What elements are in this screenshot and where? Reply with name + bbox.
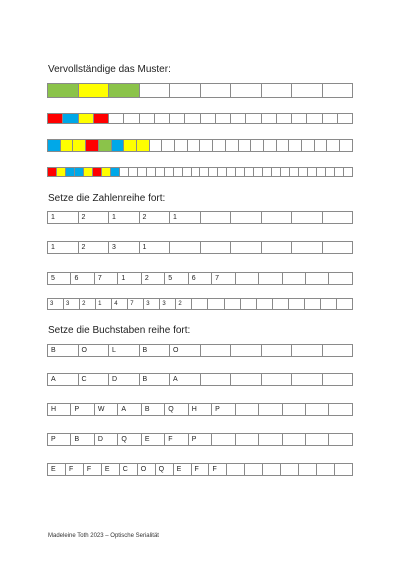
- pattern-cell[interactable]: [140, 84, 171, 98]
- sequence-cell: F: [192, 464, 210, 476]
- sequence-cell: Q: [118, 434, 141, 446]
- sequence-cell: 1: [48, 242, 79, 254]
- pattern-cell[interactable]: [302, 140, 315, 152]
- pattern-cell[interactable]: [327, 140, 340, 152]
- sequence-cell: E: [102, 464, 120, 476]
- pattern-cell[interactable]: [231, 84, 262, 98]
- sequence-cell: 1: [48, 212, 79, 224]
- pattern-cell[interactable]: [216, 114, 231, 124]
- pattern-cell[interactable]: [200, 168, 209, 177]
- sequence-cell: 2: [142, 273, 165, 285]
- pattern-cell[interactable]: [156, 168, 165, 177]
- pattern-cell[interactable]: [170, 114, 185, 124]
- letter-row-3: [47, 403, 353, 416]
- sequence-cell: 3: [144, 299, 160, 310]
- pattern-cell: [61, 140, 74, 152]
- pattern-cell[interactable]: [263, 168, 272, 177]
- sequence-cell: B: [48, 345, 79, 357]
- pattern-cell: [84, 168, 93, 177]
- sequence-cell[interactable]: [227, 464, 245, 476]
- pattern-row-2: [47, 113, 353, 124]
- pattern-cell[interactable]: [340, 140, 353, 152]
- sequence-cell: 2: [80, 299, 96, 310]
- pattern-cell[interactable]: [289, 140, 302, 152]
- sequence-cell: 3: [109, 242, 140, 254]
- pattern-cell[interactable]: [170, 84, 201, 98]
- sequence-cell: C: [79, 374, 110, 386]
- pattern-cell[interactable]: [155, 114, 170, 124]
- pattern-cell[interactable]: [254, 168, 263, 177]
- pattern-cell: [63, 114, 78, 124]
- pattern-cell[interactable]: [251, 140, 264, 152]
- pattern-row-3: [47, 139, 353, 152]
- sequence-cell: F: [84, 464, 102, 476]
- pattern-cell[interactable]: [226, 140, 239, 152]
- sequence-cell[interactable]: [236, 434, 259, 446]
- sequence-cell[interactable]: [262, 242, 293, 254]
- sequence-cell: B: [71, 434, 94, 446]
- sequence-cell: D: [95, 434, 118, 446]
- sequence-cell[interactable]: [225, 299, 241, 310]
- pattern-heading: Vervollständige das Muster:: [48, 64, 171, 75]
- pattern-cell[interactable]: [120, 168, 129, 177]
- letter-row-4: [47, 433, 353, 446]
- sequence-cell[interactable]: [329, 273, 352, 285]
- pattern-cell[interactable]: [201, 84, 232, 98]
- sequence-cell: O: [138, 464, 156, 476]
- sequence-cell: F: [165, 434, 188, 446]
- pattern-cell: [57, 168, 66, 177]
- pattern-cell[interactable]: [262, 84, 293, 98]
- sequence-cell: H: [48, 404, 71, 416]
- pattern-cell[interactable]: [188, 140, 201, 152]
- pattern-cell[interactable]: [162, 140, 175, 152]
- pattern-cell[interactable]: [262, 114, 277, 124]
- sequence-cell: 1: [140, 242, 171, 254]
- pattern-cell[interactable]: [272, 168, 281, 177]
- pattern-cell[interactable]: [277, 114, 292, 124]
- pattern-cell: [86, 140, 99, 152]
- sequence-cell[interactable]: [236, 273, 259, 285]
- sequence-cell: P: [212, 404, 235, 416]
- sequence-cell: Q: [156, 464, 174, 476]
- letter-row-1: [47, 344, 353, 357]
- pattern-cell[interactable]: [245, 168, 254, 177]
- sequence-cell[interactable]: [231, 345, 262, 357]
- pattern-cell[interactable]: [315, 140, 328, 152]
- pattern-cell[interactable]: [246, 114, 261, 124]
- sequence-cell: O: [170, 345, 201, 357]
- pattern-cell: [109, 84, 140, 98]
- pattern-cell: [73, 140, 86, 152]
- number-row-4: [47, 298, 353, 310]
- sequence-cell[interactable]: [201, 374, 232, 386]
- pattern-cell: [112, 140, 125, 152]
- pattern-cell[interactable]: [165, 168, 174, 177]
- pattern-cell: [94, 114, 109, 124]
- sequence-cell[interactable]: [241, 299, 257, 310]
- pattern-cell[interactable]: [338, 114, 353, 124]
- sequence-cell: P: [189, 434, 212, 446]
- sequence-cell: 2: [79, 212, 110, 224]
- sequence-cell: O: [79, 345, 110, 357]
- sequence-cell[interactable]: [292, 242, 323, 254]
- pattern-cell[interactable]: [124, 114, 139, 124]
- sequence-cell: 7: [128, 299, 144, 310]
- sequence-cell[interactable]: [273, 299, 289, 310]
- sequence-cell[interactable]: [306, 404, 329, 416]
- pattern-cell[interactable]: [308, 168, 317, 177]
- sequence-cell: 5: [48, 273, 71, 285]
- sequence-cell: Q: [165, 404, 188, 416]
- sequence-cell[interactable]: [201, 242, 232, 254]
- sequence-cell: F: [66, 464, 84, 476]
- pattern-cell[interactable]: [236, 168, 245, 177]
- pattern-cell[interactable]: [185, 114, 200, 124]
- sequence-cell[interactable]: [262, 212, 293, 224]
- sequence-cell[interactable]: [306, 273, 329, 285]
- pattern-cell: [48, 84, 79, 98]
- sequence-cell[interactable]: [263, 464, 281, 476]
- number-heading: Setze die Zahlenreihe fort:: [48, 193, 166, 204]
- pattern-cell[interactable]: [292, 84, 323, 98]
- sequence-cell: E: [174, 464, 192, 476]
- footer-credit: Madeleine Toth 2023 – Optische Serialität: [48, 533, 159, 539]
- sequence-cell: A: [118, 404, 141, 416]
- sequence-cell: D: [109, 374, 140, 386]
- pattern-cell[interactable]: [138, 168, 147, 177]
- number-row-1: [47, 211, 353, 224]
- sequence-cell[interactable]: [329, 404, 352, 416]
- number-row-2: [47, 241, 353, 254]
- number-row-3: [47, 272, 353, 285]
- sequence-cell[interactable]: [329, 434, 352, 446]
- sequence-cell: 4: [112, 299, 128, 310]
- sequence-cell: 2: [176, 299, 192, 310]
- pattern-cell[interactable]: [227, 168, 236, 177]
- sequence-cell[interactable]: [292, 374, 323, 386]
- pattern-cell[interactable]: [323, 84, 354, 98]
- sequence-cell[interactable]: [281, 464, 299, 476]
- letter-row-2: [47, 373, 353, 386]
- pattern-row-4: [47, 167, 353, 177]
- pattern-cell[interactable]: [277, 140, 290, 152]
- sequence-cell[interactable]: [323, 345, 354, 357]
- sequence-cell: 6: [189, 273, 212, 285]
- pattern-cell[interactable]: [290, 168, 299, 177]
- pattern-cell: [79, 84, 110, 98]
- sequence-cell[interactable]: [323, 242, 354, 254]
- sequence-cell[interactable]: [231, 374, 262, 386]
- pattern-cell: [66, 168, 75, 177]
- sequence-cell[interactable]: [337, 299, 353, 310]
- pattern-cell: [111, 168, 120, 177]
- pattern-cell[interactable]: [140, 114, 155, 124]
- letter-row-5: [47, 463, 353, 476]
- pattern-cell: [102, 168, 111, 177]
- letter-heading: Setze die Buchstaben reihe fort:: [48, 325, 191, 336]
- sequence-cell[interactable]: [245, 464, 263, 476]
- sequence-cell[interactable]: [212, 434, 235, 446]
- sequence-cell: 1: [170, 212, 201, 224]
- pattern-cell[interactable]: [281, 168, 290, 177]
- sequence-cell[interactable]: [323, 212, 354, 224]
- sequence-cell[interactable]: [305, 299, 321, 310]
- sequence-cell[interactable]: [321, 299, 337, 310]
- pattern-cell[interactable]: [317, 168, 326, 177]
- pattern-cell[interactable]: [183, 168, 192, 177]
- sequence-cell: 3: [64, 299, 80, 310]
- sequence-cell: C: [120, 464, 138, 476]
- sequence-cell[interactable]: [201, 212, 232, 224]
- sequence-cell[interactable]: [323, 374, 354, 386]
- sequence-cell: B: [140, 345, 171, 357]
- pattern-cell: [99, 140, 112, 152]
- sequence-cell[interactable]: [201, 345, 232, 357]
- sequence-cell: 1: [96, 299, 112, 310]
- pattern-cell[interactable]: [213, 140, 226, 152]
- sequence-cell[interactable]: [262, 374, 293, 386]
- sequence-cell: P: [71, 404, 94, 416]
- sequence-cell: B: [140, 374, 171, 386]
- sequence-cell[interactable]: [283, 404, 306, 416]
- sequence-cell: E: [142, 434, 165, 446]
- sequence-cell: 7: [95, 273, 118, 285]
- sequence-cell[interactable]: [283, 434, 306, 446]
- pattern-cell[interactable]: [192, 168, 201, 177]
- pattern-cell[interactable]: [239, 140, 252, 152]
- pattern-cell: [124, 140, 137, 152]
- pattern-cell[interactable]: [201, 114, 216, 124]
- sequence-cell[interactable]: [231, 242, 262, 254]
- sequence-cell: 1: [109, 212, 140, 224]
- sequence-cell[interactable]: [192, 299, 208, 310]
- sequence-cell[interactable]: [208, 299, 224, 310]
- pattern-cell[interactable]: [200, 140, 213, 152]
- sequence-cell[interactable]: [170, 242, 201, 254]
- pattern-cell[interactable]: [175, 140, 188, 152]
- sequence-cell[interactable]: [231, 212, 262, 224]
- sequence-cell: F: [209, 464, 227, 476]
- pattern-cell[interactable]: [174, 168, 183, 177]
- sequence-cell[interactable]: [257, 299, 273, 310]
- pattern-cell: [48, 168, 57, 177]
- sequence-cell: 2: [79, 242, 110, 254]
- pattern-cell[interactable]: [344, 168, 353, 177]
- pattern-cell[interactable]: [231, 114, 246, 124]
- sequence-cell: B: [142, 404, 165, 416]
- pattern-cell: [75, 168, 84, 177]
- pattern-cell: [48, 140, 61, 152]
- sequence-cell[interactable]: [292, 212, 323, 224]
- sequence-cell: P: [48, 434, 71, 446]
- sequence-cell[interactable]: [259, 434, 282, 446]
- sequence-cell: H: [189, 404, 212, 416]
- pattern-cell[interactable]: [147, 168, 156, 177]
- sequence-cell: 1: [118, 273, 141, 285]
- pattern-cell[interactable]: [299, 168, 308, 177]
- sequence-cell: W: [95, 404, 118, 416]
- sequence-cell: A: [48, 374, 79, 386]
- sequence-cell: 5: [165, 273, 188, 285]
- pattern-cell[interactable]: [323, 114, 338, 124]
- sequence-cell[interactable]: [306, 434, 329, 446]
- pattern-cell: [48, 114, 63, 124]
- pattern-cell[interactable]: [218, 168, 227, 177]
- sequence-cell[interactable]: [335, 464, 353, 476]
- sequence-cell[interactable]: [259, 273, 282, 285]
- sequence-cell: A: [170, 374, 201, 386]
- sequence-cell[interactable]: [283, 273, 306, 285]
- pattern-row-1: [47, 83, 353, 98]
- sequence-cell[interactable]: [292, 345, 323, 357]
- sequence-cell: 7: [212, 273, 235, 285]
- pattern-cell[interactable]: [292, 114, 307, 124]
- sequence-cell[interactable]: [289, 299, 305, 310]
- pattern-cell[interactable]: [335, 168, 344, 177]
- sequence-cell[interactable]: [299, 464, 317, 476]
- sequence-cell: 6: [71, 273, 94, 285]
- sequence-cell[interactable]: [236, 404, 259, 416]
- pattern-cell[interactable]: [264, 140, 277, 152]
- sequence-cell[interactable]: [262, 345, 293, 357]
- pattern-cell[interactable]: [326, 168, 335, 177]
- pattern-cell[interactable]: [129, 168, 138, 177]
- pattern-cell: [79, 114, 94, 124]
- pattern-cell: [93, 168, 102, 177]
- sequence-cell: L: [109, 345, 140, 357]
- pattern-cell: [137, 140, 150, 152]
- sequence-cell: 2: [140, 212, 171, 224]
- pattern-cell[interactable]: [307, 114, 322, 124]
- pattern-cell[interactable]: [109, 114, 124, 124]
- sequence-cell: 3: [160, 299, 176, 310]
- sequence-cell[interactable]: [259, 404, 282, 416]
- sequence-cell[interactable]: [317, 464, 335, 476]
- pattern-cell[interactable]: [209, 168, 218, 177]
- pattern-cell[interactable]: [150, 140, 163, 152]
- sequence-cell: 3: [48, 299, 64, 310]
- sequence-cell: E: [48, 464, 66, 476]
